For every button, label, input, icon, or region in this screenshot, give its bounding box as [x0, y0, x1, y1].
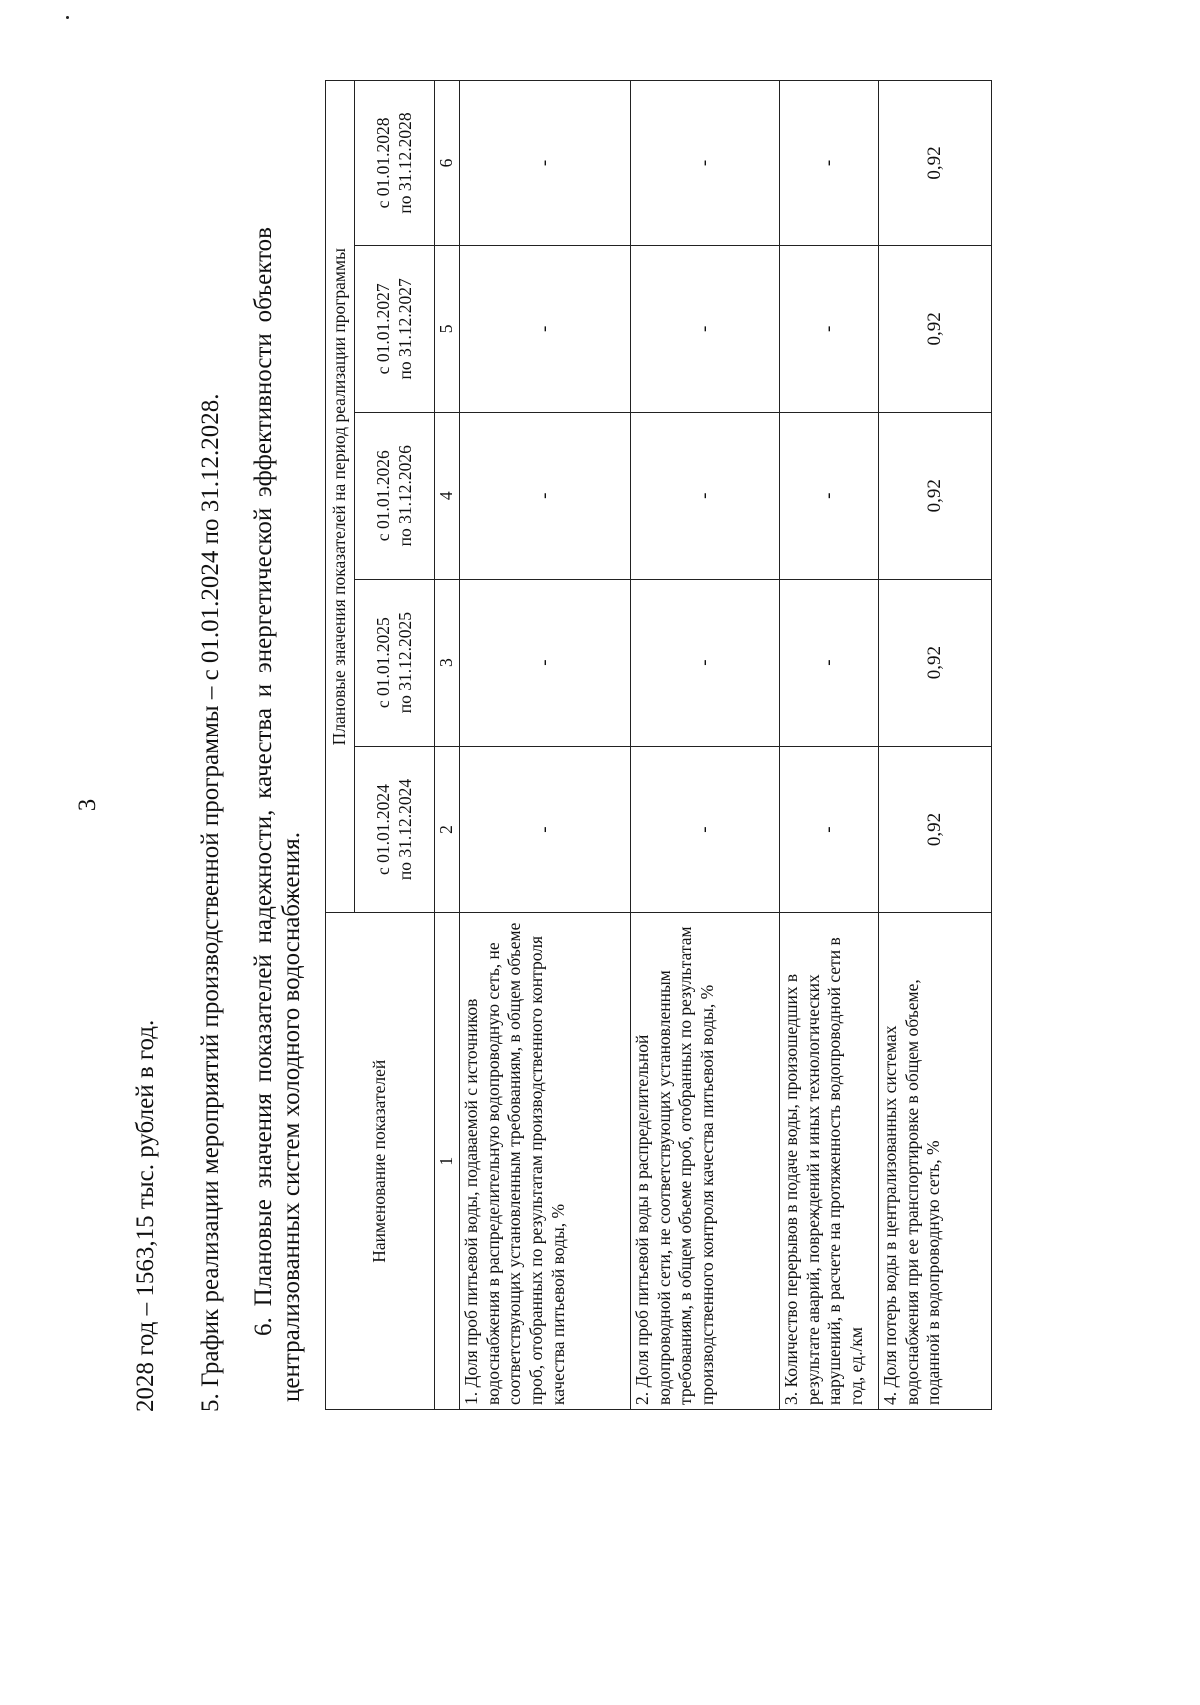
column-number: 1 [435, 913, 460, 1410]
indicator-value: - [780, 81, 879, 246]
indicator-value: - [460, 579, 631, 746]
indicator-value: - [780, 245, 879, 412]
column-number: 3 [435, 579, 460, 746]
cost-2028-line: 2028 год – 1563,15 тыс. рублей в год. [132, 1019, 159, 1412]
page-number: 3 [74, 798, 101, 812]
column-number: 2 [435, 746, 460, 913]
indicator-value: 0,92 [879, 412, 992, 579]
indicators-table [325, 80, 992, 1410]
indicator-value: - [780, 412, 879, 579]
period-2024: с 01.01.2024 по 31.12.2024 [355, 746, 435, 913]
indicator-value: - [780, 579, 879, 746]
indicator-value: - [460, 245, 631, 412]
indicator-value: - [460, 412, 631, 579]
period-2028: с 01.01.2028 по 31.12.2028 [355, 81, 435, 246]
section-6-heading [250, 227, 306, 1402]
indicator-value: 0,92 [879, 746, 992, 913]
section-6-line1: 6. Плановые значения показателей надежности, качества и энергетической эффективности объектов [250, 227, 277, 1336]
indicator-value: - [631, 245, 780, 412]
indicator-value: - [631, 412, 780, 579]
indicator-value: - [631, 746, 780, 913]
table-row [631, 81, 780, 1410]
indicator-value: 0,92 [879, 245, 992, 412]
rotated-document [0, 20, 1112, 1590]
indicator-value: 0,92 [879, 579, 992, 746]
table-row [460, 81, 631, 1410]
indicator-name: 2. Доля проб питьевой воды в распределительной водопроводной сети, не соответствующих установленным требованиям, в общем объеме проб, отобранных по результатам производственного контроля качества питьевой воды, % [631, 913, 780, 1410]
indicator-value: - [631, 81, 780, 246]
table-header-row [326, 81, 355, 1410]
indicator-name: 3. Количество перерывов в подаче воды, произошедших в результате аварий, повреждений и иных технологических нарушений, в расчете на протяженность водопроводной сети в год, ед./км [780, 913, 879, 1410]
period-2026: с 01.01.2026 по 31.12.2026 [355, 412, 435, 579]
period-2025: с 01.01.2025 по 31.12.2025 [355, 579, 435, 746]
section-5-schedule: 5. График реализации мероприятий производственной программы – с 01.01.2024 по 31.12.2028. [197, 393, 224, 1412]
indicator-value: - [460, 746, 631, 913]
indicator-name: 4. Доля потерь воды в централизованных системах водоснабжения при ее транспортировке в общем объеме, поданной в водопроводную сеть, % [879, 913, 992, 1410]
indicator-name: 1. Доля проб питьевой воды, подаваемой с источников водоснабжения в распределительную водопроводную сеть, не соответствующих установленным требованиям, в общем объеме проб, отобранных по результатам производственного контроля качества питьевой воды, % [460, 913, 631, 1410]
indicator-value: - [631, 579, 780, 746]
column-number: 5 [435, 245, 460, 412]
table-row [879, 81, 992, 1410]
header-planned-values: Плановые значения показателей на период реализации программы [326, 81, 355, 913]
period-2027: с 01.01.2027 по 31.12.2027 [355, 245, 435, 412]
indicator-value: - [780, 746, 879, 913]
header-indicator-name: Наименование показателей [326, 913, 435, 1410]
indicator-value: - [460, 81, 631, 246]
column-number-row [435, 81, 460, 1410]
column-number: 6 [435, 81, 460, 246]
column-number: 4 [435, 412, 460, 579]
table-row [780, 81, 879, 1410]
indicator-value: 0,92 [879, 81, 992, 246]
section-6-line2: централизованных систем холодного водоснабжения. [278, 832, 305, 1402]
scan-speck [66, 16, 69, 19]
